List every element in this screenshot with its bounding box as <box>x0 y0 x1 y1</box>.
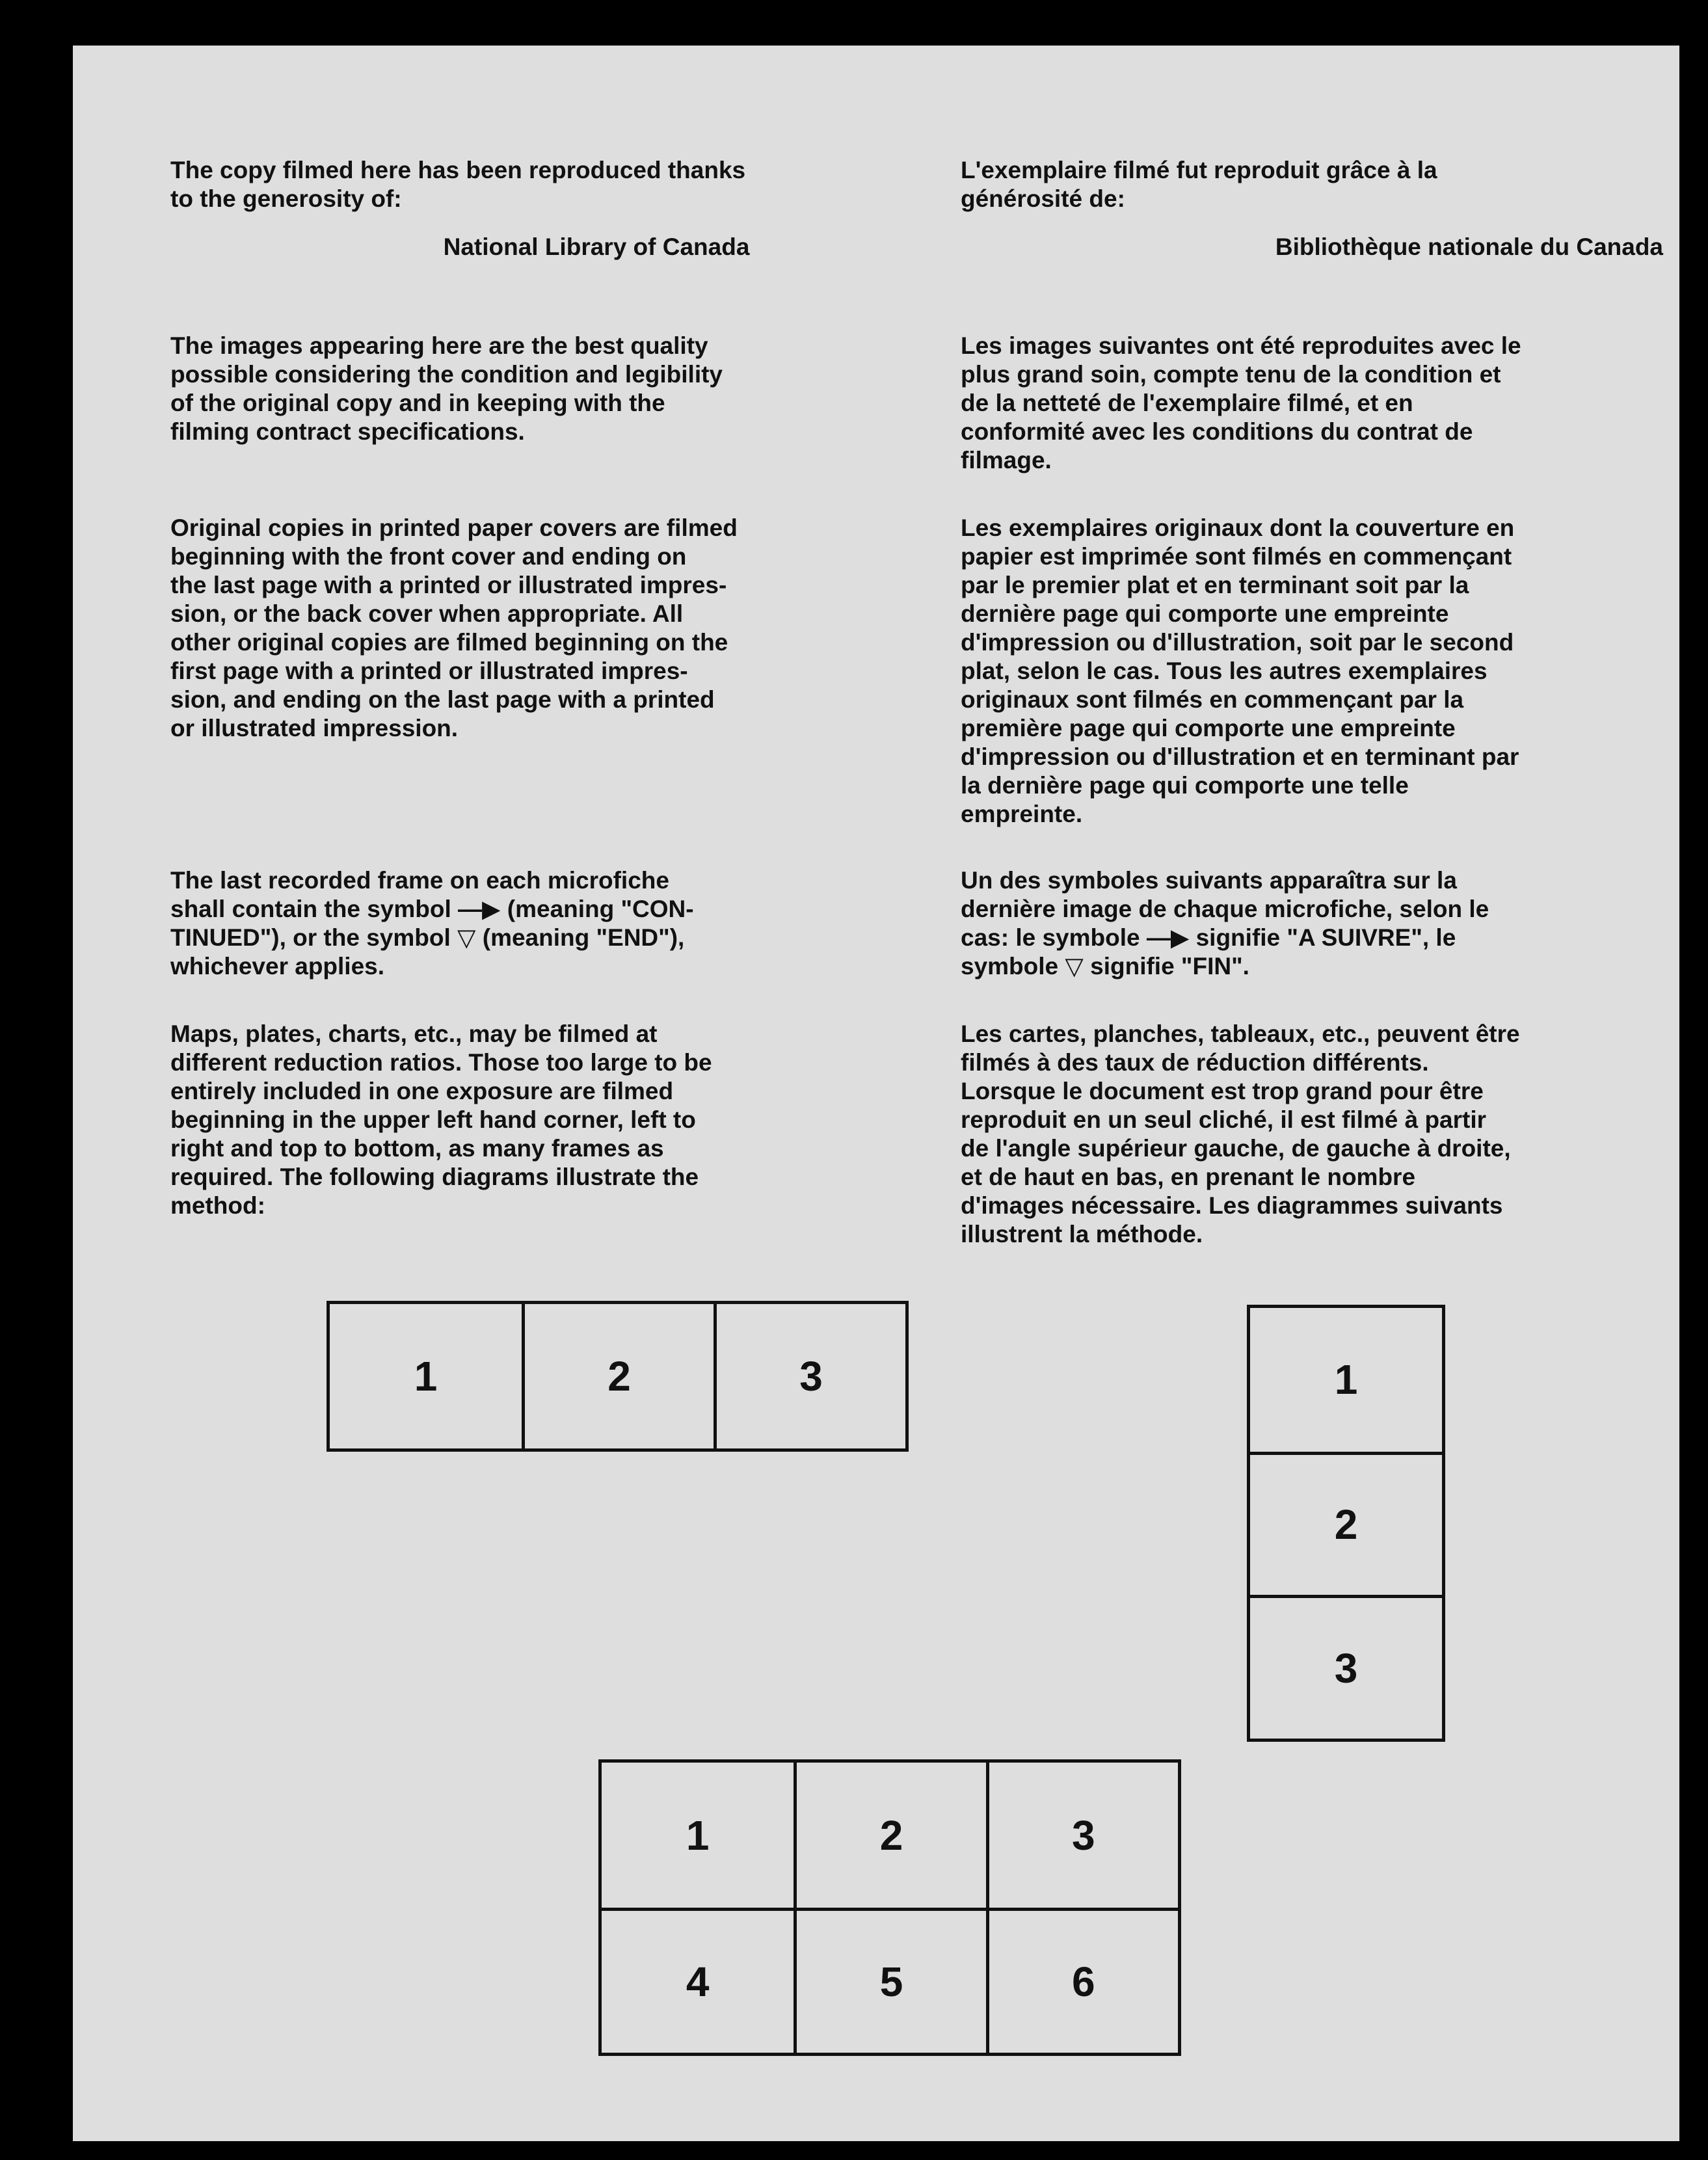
diagram-cell: 2 <box>794 1763 985 1908</box>
en-maps-paragraph: Maps, plates, charts, etc., may be filmed at different reduction ratios. Those too large to be entirely included in one exposure are filmed beginning in the upper left hand corner, left to right and top to bottom, as many frames as required. The following diagrams illustrate the method: <box>170 1020 712 1219</box>
diagram-cell: 1 <box>414 1353 438 1400</box>
fr-quality-paragraph: Les images suivantes ont été reproduites avec le plus grand soin, compte tenu de la condition et de la netteté de l'exemplaire filmé, et en conformité avec les conditions du contrat de filmage. <box>961 332 1521 473</box>
diagram-cell: 4 <box>602 1908 794 2053</box>
diagram-cell: 6 <box>986 1908 1178 2053</box>
diagram-three-down <box>1247 1305 1445 1742</box>
en-original-copies-paragraph: Original copies in printed paper covers are filmed beginning with the front cover and ending on the last page with a printed or illustrated impres- sion, or the back cover when appropriate. All other original copies are filmed beginning on the first page with a printed or illustrated impres- sion, and ending on the last page with a printed or illustrated impression. <box>170 514 738 741</box>
en-symbols-paragraph: The last recorded frame on each microfiche shall contain the symbol —▶ (meaning "CON- TINUED"), or the symbol ▽ (meaning "END"), whichever applies. <box>170 867 694 980</box>
diagram-cell: 2 <box>1250 1452 1442 1595</box>
fr-maps-paragraph: Les cartes, planches, tableaux, etc., peuvent être filmés à des taux de réduction différents. Lorsque le document est trop grand pour être reproduit en un seul cliché, il est filmé à partir de l'angle supérieur gauche, de gauche à droite, et de haut en bas, en prenant le nombre d'images nécessaire. Les diagrammes suivants illustrent la méthode. <box>961 1020 1520 1247</box>
en-institution-name: National Library of Canada <box>443 233 750 260</box>
diagram-cell: 2 <box>522 1304 714 1448</box>
diagram-cell: 3 <box>714 1304 905 1448</box>
fr-symbols-paragraph: Un des symboles suivants apparaîtra sur la dernière image de chaque microfiche, selon le cas: le symbole —▶ signifie "A SUIVRE", le symbole ▽ signifie "FIN". <box>961 867 1489 980</box>
diagram-cell: 1 <box>1334 1356 1358 1404</box>
fr-institution-name: Bibliothèque nationale du Canada <box>1275 233 1663 260</box>
fr-credit-paragraph: L'exemplaire filmé fut reproduit grâce à la générosité de: <box>961 157 1437 212</box>
en-credit-paragraph: The copy filmed here has been reproduced thanks to the generosity of: <box>170 157 746 212</box>
diagram-three-across <box>327 1301 909 1452</box>
en-quality-paragraph: The images appearing here are the best quality possible considering the condition and legibility of the original copy and in keeping with the filming contract specifications. <box>170 332 723 445</box>
diagram-cell: 1 <box>686 1811 710 1859</box>
diagram-cell: 3 <box>986 1763 1178 1908</box>
fr-original-copies-paragraph: Les exemplaires originaux dont la couverture en papier est imprimée sont filmés en commençant par le premier plat et en terminant soit par la dernière page qui comporte une empreinte d'impression ou d'illustration, soit par le second plat, selon le cas. Tous les autres exemplaires originaux sont filmés en commençant par la première page qui comporte une empreinte d'impression ou d'illustration et en terminant par la dernière page qui comporte une telle empreinte. <box>961 514 1519 827</box>
diagram-two-by-three <box>598 1759 1181 2056</box>
diagram-cell: 5 <box>794 1908 985 2053</box>
diagram-cell: 3 <box>1250 1595 1442 1739</box>
document-page <box>73 46 1679 2141</box>
